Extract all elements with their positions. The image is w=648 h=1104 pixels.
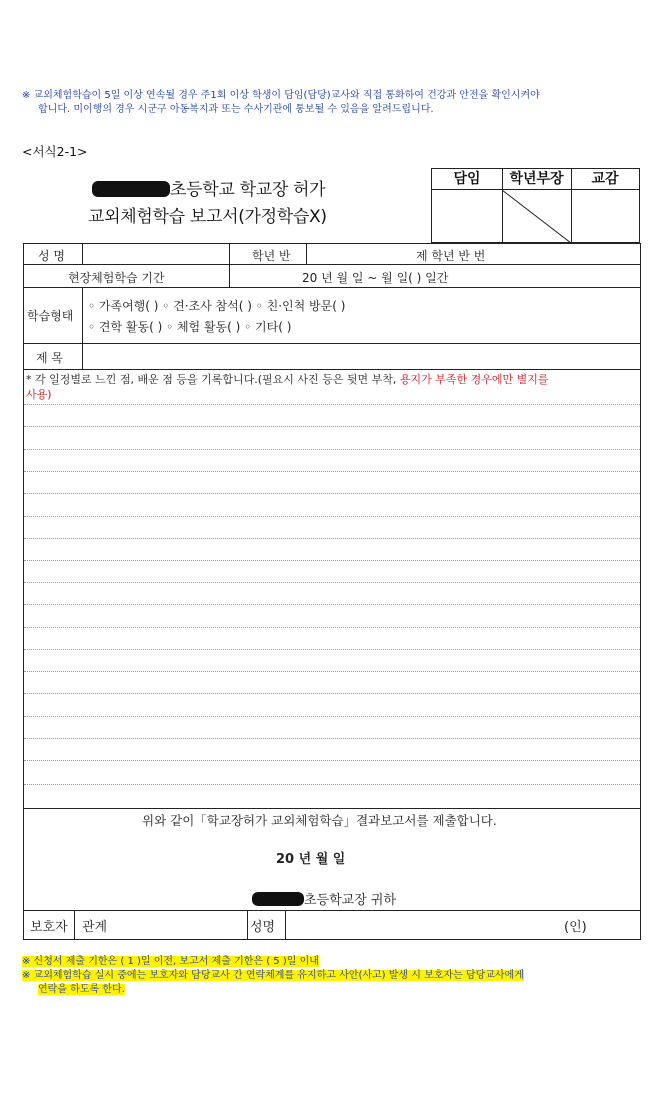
principal-line [252, 889, 396, 908]
principal-text: 초등학교장 귀하 [304, 893, 397, 908]
title-line2: 교외체험학습 보고서(가정학습X) [88, 207, 327, 227]
bottom-notice [22, 955, 648, 997]
grade-class-value: 제 학년 반 번 [416, 249, 486, 263]
row-divider [24, 369, 640, 370]
writing-line [24, 582, 640, 583]
row-divider [24, 808, 640, 809]
writing-line [24, 449, 640, 450]
writing-line [24, 471, 640, 472]
writing-line [24, 560, 640, 561]
writing-line [24, 538, 640, 539]
row-divider [24, 343, 640, 344]
writing-line [24, 493, 640, 494]
col-divider [82, 343, 83, 369]
writing-line [24, 426, 640, 427]
type-label: 학습형태 [27, 309, 74, 323]
date-line: 20 년 월 일 [276, 852, 346, 867]
type-options-line1: ◦ 가족여행( ) ◦ 견·조사 참석( ) ◦ 친·인척 방문( ) [88, 299, 346, 313]
top-notice [22, 89, 648, 117]
title-line1 [92, 175, 325, 200]
bottom-notice-line3: 연락을 하도록 한다. [38, 984, 125, 995]
writing-line [24, 516, 640, 517]
col-divider [74, 910, 75, 940]
redacted-school-name [252, 892, 304, 906]
instruction-red-continued: 사용) [26, 388, 52, 401]
title-line1-text: 초등학교 학교장 허가 [170, 180, 326, 200]
approval-vice-principal: 교감 [571, 169, 639, 190]
approval-box [431, 168, 640, 243]
instruction-red: 용지가 부족한 경우에만 별지를 [399, 373, 549, 386]
bottom-notice-line1: ※ 신청서 제출 기한은 ( 1 )일 이전, 보고서 제출 기한은 ( 5 )일 이내 [22, 956, 319, 967]
writing-line [24, 627, 640, 628]
col-divider [229, 244, 230, 287]
col-divider [247, 910, 248, 940]
writing-line [24, 604, 640, 605]
top-notice-line2: 합니다. 미이행의 경우 시군구 아동복지과 또는 수사기관에 통보될 수 있음을 알려드립니다. [38, 104, 434, 115]
row-divider [24, 264, 640, 265]
relation-label: 관계 [82, 920, 108, 935]
sign-name-label: 성명 [250, 920, 276, 935]
instruction-black: * 각 일정별로 느낀 점, 배운 점 등을 기록합니다.(필요시 사진 등은 뒷면 부착, [26, 373, 400, 386]
row-divider [24, 910, 640, 911]
writing-line [24, 404, 640, 405]
guardian-label: 보호자 [30, 920, 68, 935]
col-divider [306, 244, 307, 264]
redacted-school-name [92, 181, 170, 197]
approval-homeroom: 담임 [432, 169, 502, 190]
diagonal-slash [502, 190, 571, 243]
form-code: <서식2-1> [22, 144, 88, 159]
type-options-line2: ◦ 견학 활동( ) ◦ 체험 활동( ) ◦ 기타( ) [88, 320, 292, 334]
top-notice-line1: ※ 교외체험학습이 5일 이상 연속될 경우 주1회 이상 학생이 담임(담당)교사와 직접 통화하여 건강과 안전을 확인시켜야 [22, 90, 540, 101]
subject-label: 제 목 [36, 351, 63, 365]
seal-mark: (인) [564, 920, 587, 935]
instruction-text [26, 372, 640, 402]
writing-line [24, 738, 640, 739]
col-divider [82, 244, 83, 264]
name-label: 성 명 [38, 249, 65, 263]
submit-statement: 위와 같이「학교장허가 교외체험학습」결과보고서를 제출합니다. [142, 813, 497, 828]
col-divider [285, 910, 286, 940]
col-divider [82, 287, 83, 343]
approval-grade-head: 학년부장 [502, 169, 571, 190]
writing-line [24, 760, 640, 761]
report-table [23, 243, 641, 940]
approval-divider [571, 169, 572, 242]
writing-line [24, 716, 640, 717]
row-divider [24, 287, 640, 288]
period-value: 20 년 월 일 ~ 월 일( ) 일간 [302, 271, 449, 285]
writing-line [24, 671, 640, 672]
bottom-notice-line2: ※ 교외체험학습 실시 중에는 보호자와 담당교사 간 연락체계를 유지하고 사안(사고) 발생 시 보호자는 담당교사에게 [22, 970, 524, 981]
writing-line [24, 649, 640, 650]
period-label: 현장체험학습 기간 [68, 271, 165, 285]
grade-class-label: 학년 반 [252, 249, 291, 263]
writing-line [24, 784, 640, 785]
writing-line [24, 693, 640, 694]
